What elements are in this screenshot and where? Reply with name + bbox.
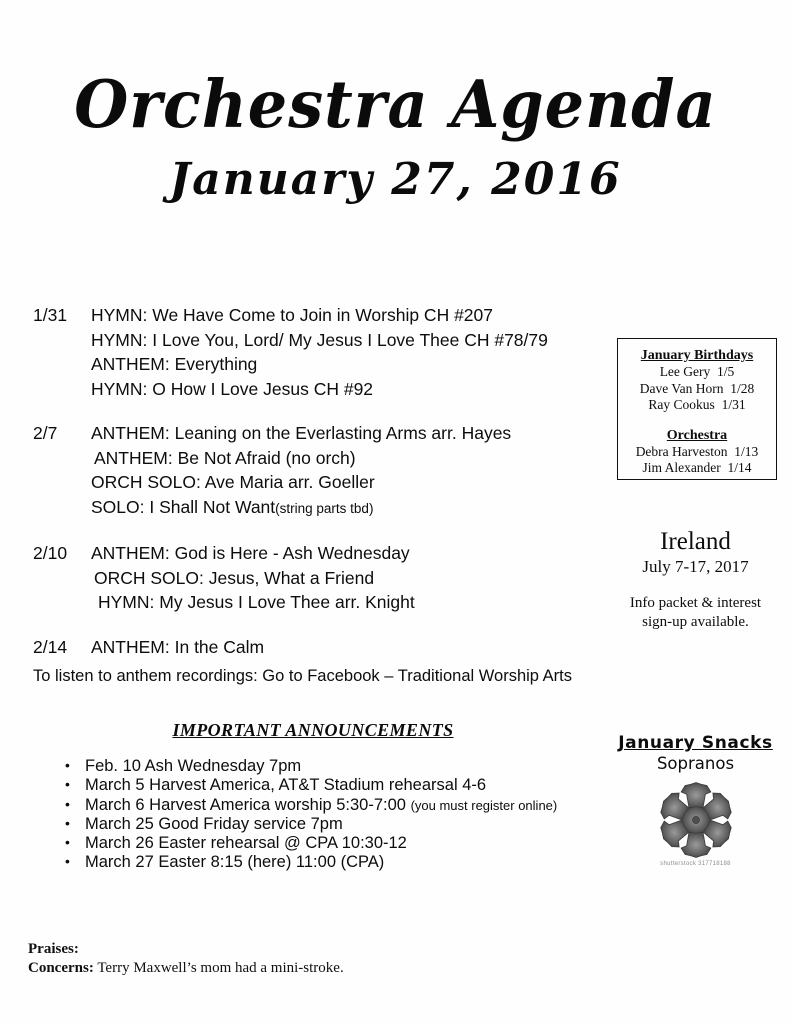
agenda-line [33,470,593,495]
agenda-line [33,328,593,353]
birthday-person-date: 1/5 [717,364,735,379]
agenda-line [33,566,593,591]
agenda-group [33,541,593,615]
agenda-group [33,421,593,521]
birthday-row [618,364,776,381]
praises-row [28,940,344,959]
spacer [618,414,776,427]
agenda-entry: HYMN: We Have Come to Join in Worship CH #207 [91,305,494,325]
agenda-group [33,303,593,401]
announcements-heading: IMPORTANT ANNOUNCEMENTS [172,720,454,740]
agenda-date: 2/10 [33,543,68,563]
agenda-entry: HYMN: My Jesus I Love Thee arr. Knight [98,592,415,612]
agenda-group [33,635,593,660]
agenda-line [33,590,593,615]
page-title: Orchestra Agenda [74,66,717,143]
birthday-row [618,381,776,398]
agenda-line [33,421,593,446]
ireland-title: Ireland [660,528,731,555]
image-credit: shutterstock 317718188 [660,861,731,867]
ireland-note-line-2: sign-up available. [642,614,749,630]
concerns-row [28,959,344,978]
agenda-entry: ORCH SOLO: Ave Maria arr. Goeller [91,472,375,492]
announcement-item [85,834,625,853]
announcement-text: March 6 Harvest America worship 5:30-7:00 [85,795,411,814]
birthdays-people [618,364,776,414]
agenda-line [33,352,593,377]
announcement-item [85,757,625,776]
snowflake-icon [657,781,735,859]
agenda-entry: SOLO: I Shall Not Want [91,496,276,517]
birthday-row [618,460,776,477]
birthday-person-name: Ray Cookus [648,397,715,412]
agenda-entry-note: (string parts tbd) [275,500,374,516]
agenda-line [33,377,593,402]
agenda-line [33,541,593,566]
agenda-entry: ANTHEM: Everything [91,354,258,374]
prayer-footer [28,940,344,978]
announcement-item [85,796,625,815]
agenda-entry: HYMN: I Love You, Lord/ My Jesus I Love Thee CH #78/79 [91,329,548,350]
orchestra-birthdays-people [618,444,776,477]
snacks-section-label: Sopranos [656,754,735,773]
agenda-line [33,635,593,660]
birthday-person-name: Debra Harveston [635,443,728,459]
ireland-trip-block [600,528,791,632]
agenda-list [33,303,593,679]
snacks-block [600,733,791,867]
birthday-row [618,444,776,461]
agenda-entry: ANTHEM: In the Calm [91,636,265,657]
announcement-note: (you must register online) [410,797,558,813]
announcement-text: Feb. 10 Ash Wednesday 7pm [85,757,302,775]
announcement-item [85,776,625,795]
agenda-date: 2/14 [33,636,68,657]
ireland-note-line-1: Info packet & interest [629,595,762,611]
agenda-entry: ANTHEM: God is Here - Ash Wednesday [91,543,410,563]
snowflake-image [600,781,791,859]
ireland-dates: July 7-17, 2017 [642,557,749,576]
announcement-item [85,853,625,872]
praises-label: Praises: [28,941,79,957]
birthday-row [618,397,776,414]
birthdays-box [617,338,777,480]
birthday-person-date: 1/13 [734,443,759,459]
agenda-entry: ANTHEM: Leaning on the Everlasting Arms arr. Hayes [91,423,512,443]
birthday-person-name: Jim Alexander [642,460,721,475]
birthday-person-name: Dave Van Horn [639,380,724,396]
birthday-person-name: Lee Gery [659,364,711,379]
listen-note: To listen to anthem recordings: Go to Facebook – Traditional Worship Arts [33,667,572,685]
birthday-person-date: 1/14 [727,460,752,475]
agenda-date: 1/31 [33,305,68,325]
snacks-heading: January Snacks [618,733,773,753]
announcement-text: March 26 Easter rehearsal @ CPA 10:30-12 [85,834,407,853]
agenda-entry: HYMN: O How I Love Jesus CH #92 [91,378,374,399]
page-subtitle-date: January 27, 2016 [169,154,622,205]
announcement-text: March 5 Harvest America, AT&T Stadium rehearsal 4-6 [85,776,487,795]
document-header [0,66,791,205]
concerns-value: Terry Maxwell’s mom had a mini-stroke. [97,960,344,976]
agenda-entry: ORCH SOLO: Jesus, What a Friend [94,567,375,588]
orchestra-birthdays-heading: Orchestra [666,427,728,443]
birthday-person-date: 1/28 [730,380,755,396]
announcement-text: March 27 Easter 8:15 (here) 11:00 (CPA) [85,853,385,872]
agenda-line [33,495,593,522]
birthdays-heading: January Birthdays [640,348,754,363]
agenda-entry: ANTHEM: Be Not Afraid (no orch) [94,447,356,468]
announcements-list [60,757,625,873]
ireland-note [600,594,791,632]
agenda-date: 2/7 [33,423,58,443]
agenda-line [33,303,593,328]
announcement-item [85,815,625,834]
concerns-label: Concerns: [28,960,94,976]
announcement-text: March 25 Good Friday service 7pm [85,814,343,833]
birthday-person-date: 1/31 [721,397,746,412]
agenda-line [33,446,593,471]
